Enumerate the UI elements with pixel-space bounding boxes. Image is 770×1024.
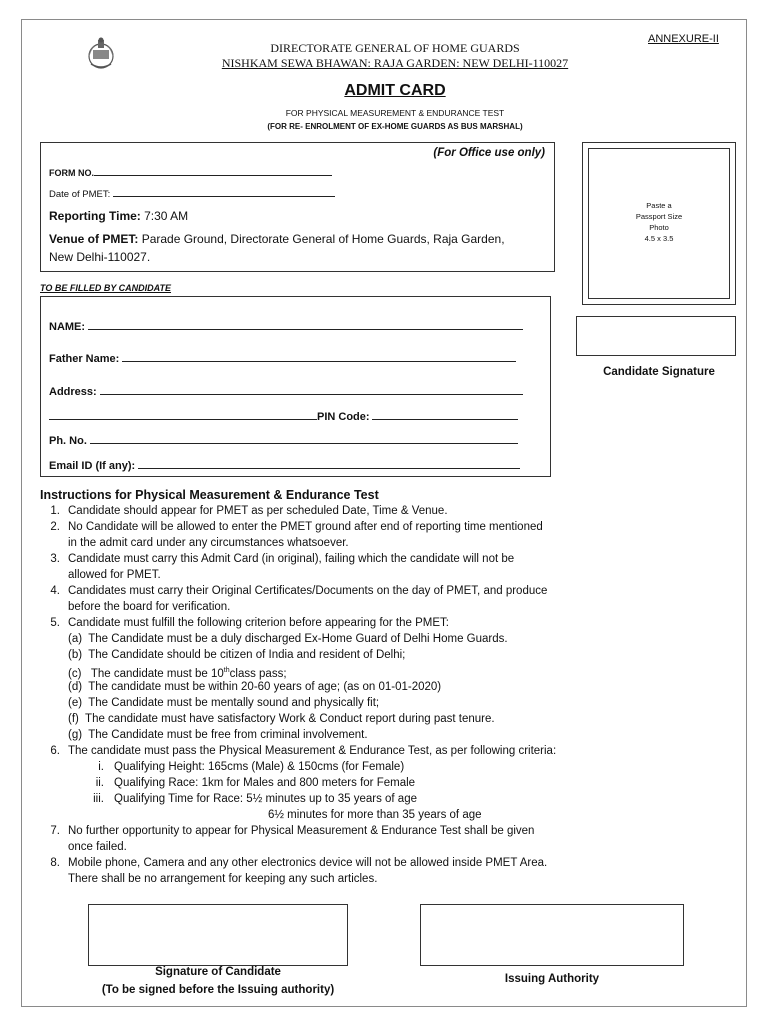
venue-value: Parade Ground, Directorate General of Home Guards, Raja Garden, <box>141 232 505 246</box>
state-emblem-icon <box>83 36 119 72</box>
criterion-text-post: class pass; <box>229 667 287 680</box>
father-label: Father Name: <box>49 353 120 365</box>
instruction-text: No further opportunity to appear for Physical Measurement & Endurance Test shall be given <box>68 825 535 837</box>
venue-label: Venue of PMET: <box>49 232 139 246</box>
photo-line-1: Paste a <box>646 201 672 210</box>
instruction-2-cont: in the admit card under any circumstances whatsoever. <box>68 537 349 549</box>
instruction-num: 1. <box>50 505 60 517</box>
instruction-num: 5. <box>50 617 60 629</box>
criterion-d <box>68 679 441 695</box>
name-field[interactable] <box>88 319 523 330</box>
phone-row <box>49 433 518 449</box>
criterion-letter: (c) <box>68 667 82 680</box>
instruction-text: Candidate must fulfill the following criterion before appearing for the PMET: <box>68 617 449 629</box>
criterion-text: The candidate must have satisfactory Work & Conduct report during past tenure. <box>85 713 495 725</box>
email-label: Email ID (If any): <box>49 460 136 472</box>
race-text: Qualifying Height: 165cms (Male) & 150cms (for Female) <box>114 761 405 773</box>
instruction-text: Candidates must carry their Original Certificates/Documents on the day of PMET, and produce <box>68 585 548 597</box>
instruction-num: 7. <box>50 825 60 837</box>
instruction-7-cont: once failed. <box>68 841 127 853</box>
email-field[interactable] <box>138 458 520 469</box>
pin-label: PIN Code: <box>317 411 370 423</box>
criterion-a <box>68 631 508 647</box>
office-use-note: (For Office use only) <box>433 147 545 159</box>
criterion-sup: th <box>223 667 230 674</box>
criterion-text: The Candidate must be a duly discharged Ex-Home Guard of Delhi Home Guards. <box>88 633 508 645</box>
candidate-heading: TO BE FILLED BY CANDIDATE <box>40 283 172 293</box>
instruction-text: Candidate must carry this Admit Card (in original), failing which the candidate will not be <box>68 553 515 565</box>
issuing-authority-label: Issuing Authority <box>504 973 600 985</box>
instruction-num: 3. <box>50 553 60 565</box>
pin-field[interactable] <box>372 409 518 420</box>
name-label: NAME: <box>49 321 86 333</box>
address-row <box>49 384 523 400</box>
criterion-letter: (f) <box>68 713 79 725</box>
address-label: Address: <box>49 386 97 398</box>
father-field[interactable] <box>122 351 516 362</box>
criterion-f <box>68 711 495 727</box>
criterion-text: The Candidate must be mentally sound and physically fit; <box>88 697 380 709</box>
roman-num: iii. <box>93 793 104 805</box>
reporting-row <box>49 209 188 223</box>
criterion-text: The candidate must be within 20-60 years of age; (as on 01-01-2020) <box>88 681 442 693</box>
date-field[interactable] <box>113 186 335 197</box>
page-title: ADMIT CARD <box>344 82 446 99</box>
form-no-label: FORM NO. <box>49 168 94 178</box>
criterion-letter: (g) <box>68 729 83 741</box>
instruction-text: The candidate must pass the Physical Measurement & Endurance Test, as per following criteria: <box>68 745 557 757</box>
date-row <box>49 186 335 203</box>
address-field[interactable] <box>100 384 523 395</box>
signature-of-candidate-label: Signature of Candidate <box>155 966 281 978</box>
roman-num: ii. <box>95 777 104 789</box>
subtitle: FOR PHYSICAL MEASUREMENT & ENDURANCE TEST <box>285 108 505 118</box>
photo-line-3: Photo <box>649 223 669 232</box>
instruction-num: 4. <box>50 585 60 597</box>
signature-of-candidate-box[interactable] <box>88 904 348 966</box>
criterion-letter: (e) <box>68 697 83 709</box>
criterion-letter: (b) <box>68 649 83 661</box>
instruction-text: Candidate should appear for PMET as per scheduled Date, Time & Venue. <box>68 505 448 517</box>
criterion-b <box>68 647 405 663</box>
candidate-signature-label: Candidate Signature <box>603 366 715 378</box>
issuing-authority-box[interactable] <box>420 904 684 966</box>
org-address: NISHKAM SEWA BHAWAN: RAJA GARDEN: NEW DELHI-110027 <box>221 56 569 70</box>
form-no-field[interactable] <box>94 165 332 176</box>
phone-field[interactable] <box>90 433 518 444</box>
instructions-heading: Instructions for Physical Measurement & Endurance Test <box>40 488 379 502</box>
venue-value-2: New Delhi-110027. <box>49 250 151 264</box>
date-label: Date of PMET: <box>49 189 111 200</box>
race-criterion-3-cont: 6½ minutes for more than 35 years of age <box>268 809 482 821</box>
criterion-text: The Candidate must be free from criminal involvement. <box>88 729 368 741</box>
criterion-text: The candidate must be 10 <box>90 667 224 680</box>
instruction-3-cont: allowed for PMET. <box>68 569 161 581</box>
candidate-signature-box[interactable] <box>576 316 736 356</box>
criterion-text: The Candidate should be citizen of India and resident of Delhi; <box>88 649 406 661</box>
instruction-num: 6. <box>50 745 60 757</box>
venue-row <box>49 230 505 266</box>
instruction-4-cont: before the board for verification. <box>68 601 231 613</box>
race-text: Qualifying Time for Race: 5½ minutes up to 35 years of age <box>114 793 417 805</box>
org-name: DIRECTORATE GENERAL OF HOME GUARDS <box>270 41 520 55</box>
father-row <box>49 351 516 367</box>
instruction-text: No Candidate will be allowed to enter the PMET ground after end of reporting time mentioned <box>68 521 543 533</box>
criterion-letter: (a) <box>68 633 83 645</box>
race-text: Qualifying Race: 1km for Males and 800 meters for Female <box>114 777 416 789</box>
name-row <box>49 319 523 335</box>
criterion-e <box>68 695 379 711</box>
reporting-label: Reporting Time: <box>49 209 141 223</box>
phone-label: Ph. No. <box>49 435 87 447</box>
instruction-num: 8. <box>50 857 60 869</box>
photo-instructions <box>588 200 730 244</box>
roman-num: i. <box>98 761 104 773</box>
instruction-text: Mobile phone, Camera and any other electronics device will not be allowed inside PMET Area. <box>68 857 548 869</box>
address-field-2[interactable] <box>49 409 317 420</box>
subtitle-2: (FOR RE- ENROLMENT OF EX-HOME GUARDS AS BUS MARSHAL) <box>267 122 523 131</box>
criterion-g <box>68 727 368 743</box>
signature-note: (To be signed before the Issuing authority) <box>101 984 335 996</box>
photo-line-2: Passport Size <box>635 212 683 221</box>
photo-line-4: 4.5 x 3.5 <box>644 234 674 243</box>
reporting-value: 7:30 AM <box>144 209 189 223</box>
form-no-row <box>49 165 332 181</box>
criterion-letter: (d) <box>68 681 83 693</box>
instruction-num: 2. <box>50 521 60 533</box>
email-row <box>49 458 520 474</box>
instruction-8-cont: There shall be no arrangement for keeping any such articles. <box>68 873 378 885</box>
annexure-label: ANNEXURE-II <box>648 33 719 45</box>
pin-row <box>49 409 518 425</box>
